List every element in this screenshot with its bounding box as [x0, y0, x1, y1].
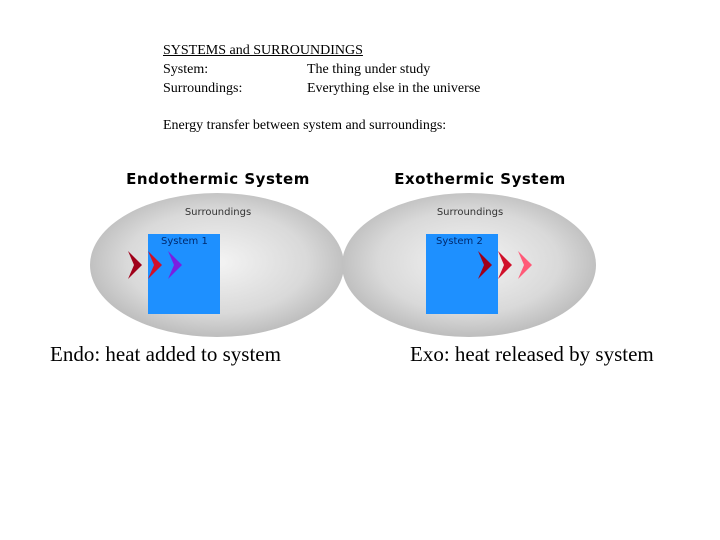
definition-row-system — [163, 60, 431, 79]
page-title: SYSTEMS and SURROUNDINGS — [163, 43, 363, 58]
endothermic-caption: Endo: heat added to system — [50, 342, 281, 366]
definition-term: System: — [163, 62, 209, 77]
exothermic-title: Exothermic System — [394, 170, 566, 188]
definition-text: Everything else in the universe — [307, 81, 481, 96]
surroundings-label: Surroundings — [436, 207, 504, 218]
exothermic-panel — [340, 170, 600, 340]
system-label: System 1 — [161, 236, 208, 247]
definition-text: The thing under study — [307, 62, 431, 77]
header-block — [163, 41, 481, 98]
intro-text: Energy transfer between system and surroundings: — [163, 118, 447, 133]
surroundings-label: Surroundings — [184, 207, 252, 218]
definition-term: Surroundings: — [163, 81, 243, 96]
exothermic-caption: Exo: heat released by system — [410, 342, 654, 366]
system-label: System 2 — [436, 236, 483, 247]
endothermic-title: Endothermic System — [126, 170, 310, 188]
endothermic-panel — [88, 170, 348, 340]
definition-row-surroundings — [163, 79, 481, 98]
